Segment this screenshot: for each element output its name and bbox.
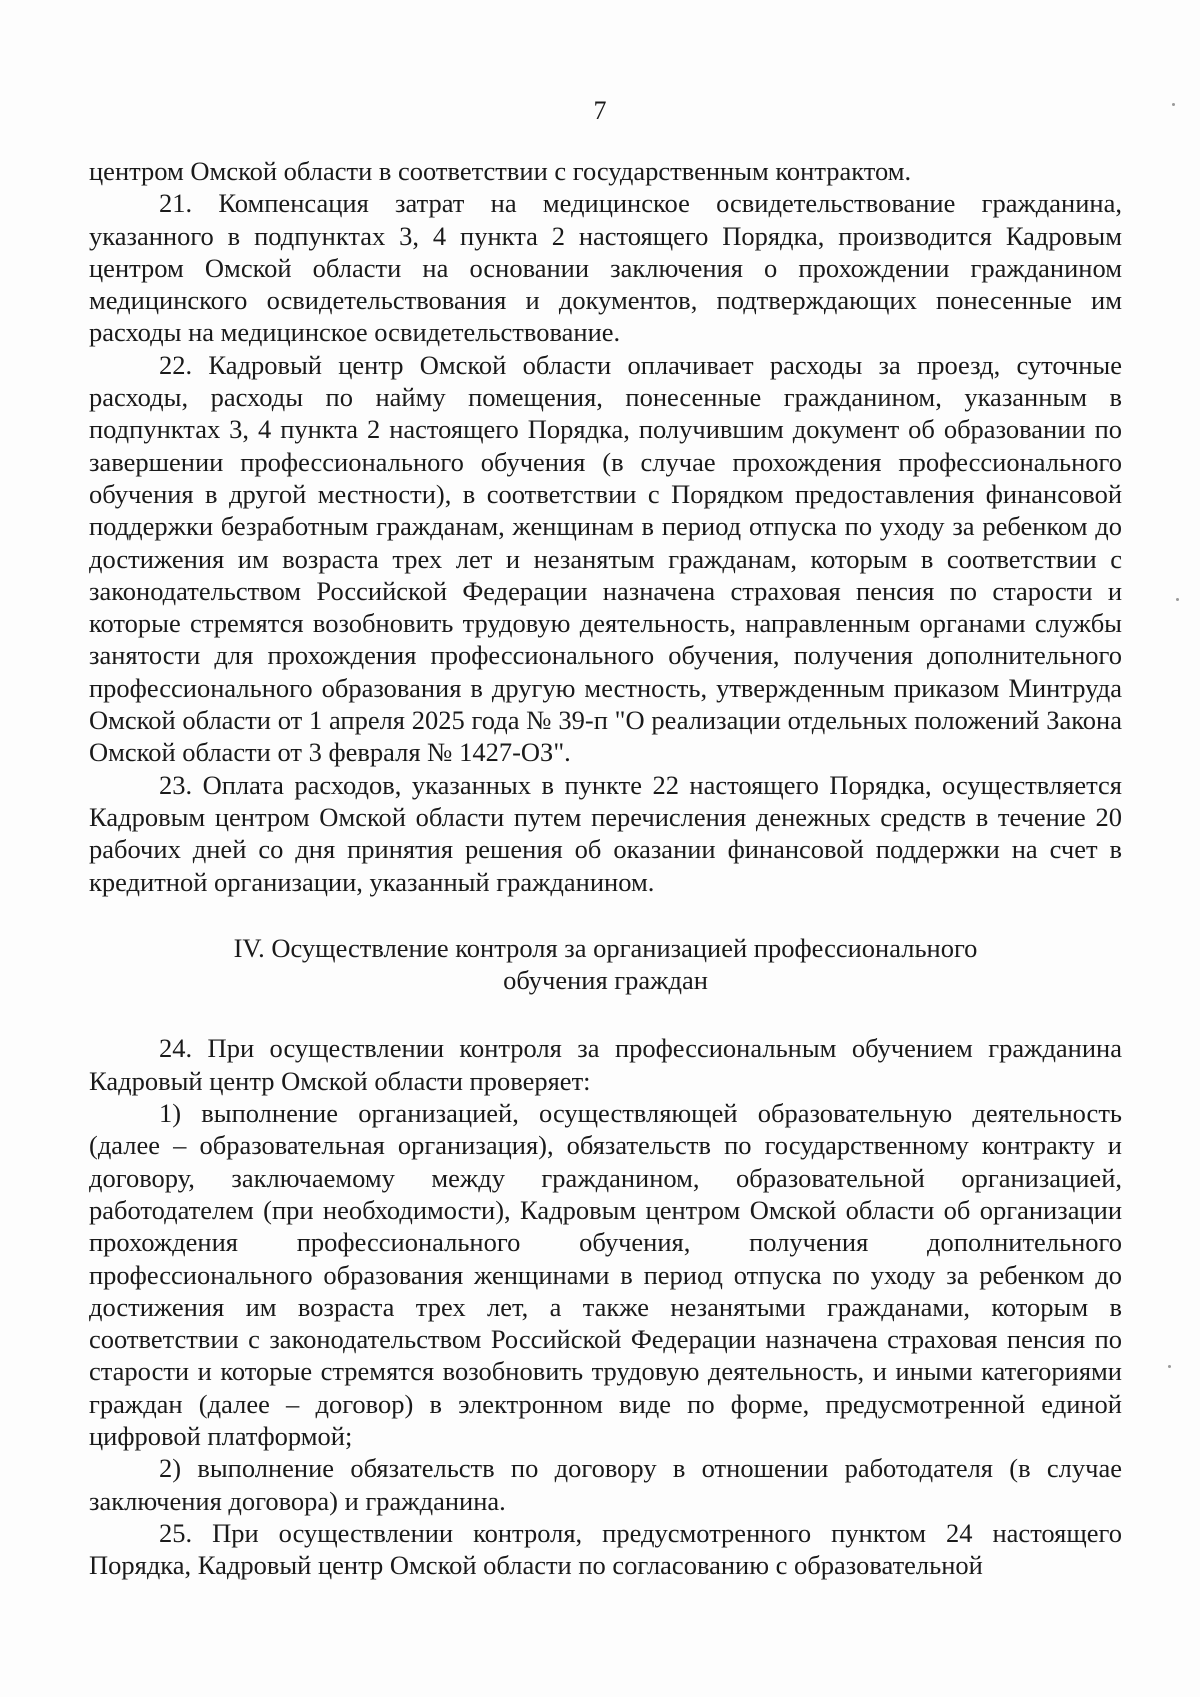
paragraph-25: 25. При осуществлении контроля, предусмотренного пунктом 24 настоящего Порядка, Кадровый центр Омской области по согласованию с образовательной <box>89 1517 1122 1581</box>
page-number: 7 <box>593 96 607 125</box>
document-body <box>89 155 1122 1581</box>
paragraph-24-item-2: 2) выполнение обязательств по договору в отношении работодателя (в случае заключения договора) и гражданина. <box>89 1453 1122 1516</box>
paragraphs-bottom <box>89 1032 1122 1581</box>
scan-speck <box>1168 1365 1171 1368</box>
paragraph-21: 21. Компенсация затрат на медицинское освидетельствование гражданина, указанного в подпунктах 3, 4 пункта 2 настоящего Порядка, производится Кадровым центром Омской области на основании заключения о прохождении гражданином медицинского освидетельствования и документов, подтверждающих понесенные им расходы на медицинское освидетельствование. <box>89 188 1122 348</box>
paragraphs-top <box>89 155 1122 898</box>
scan-speck <box>1176 598 1179 601</box>
paragraph-continuation: центром Омской области в соответствии с государственным контрактом. <box>89 156 912 186</box>
section-heading-line-1: IV. Осуществление контроля за организацией профессионального <box>233 932 978 963</box>
paragraph-24-item-1: 1) выполнение организацией, осуществляющей образовательную деятельность (далее – образовательная организация), обязательств по государственному контракту и договору, заключаемому между гражданином, образовательной организацией, работодателем (при необходимости), Кадровым центром Омской области об организации прохождения профессионального обучения, получения дополнительного профессионального образования женщинами в период отпуска по уходу за ребенком до достижения им возраста трех лет, а также незанятыми гражданами, которым в соответствии с законодательством Российской Федерации назначена страховая пенсия по старости и которые стремятся возобновить трудовую деятельность, и иными категориями граждан (далее – договор) в электронном виде по форме, предусмотренной единой цифровой платформой; <box>89 1098 1122 1451</box>
scan-speck <box>1172 103 1175 106</box>
paragraph-23: 23. Оплата расходов, указанных в пункте 22 настоящего Порядка, осуществляется Кадровым центром Омской области путем перечисления денежных средств в течение 20 рабочих дней со дня принятия решения об оказании финансовой поддержки на счет в кредитной организации, указанный гражданином. <box>89 769 1122 897</box>
paragraph-22: 22. Кадровый центр Омской области оплачивает расходы за проезд, суточные расходы, расходы по найму помещения, понесенные гражданином, указанным в подпунктах 3, 4 пункта 2 настоящего Порядка, получившим документ об образовании по завершении профессионального обучения (в случае прохождения профессионального обучения в другой местности), в соответствии с Порядком предоставления финансовой поддержки безработным гражданам, женщинам в период отпуска по уходу за ребенком до достижения им возраста трех лет и незанятым гражданам, которым в соответствии с законодательством Российской Федерации назначена страховая пенсия по старости и которые стремятся возобновить трудовую деятельность, направленным органами службы занятости для прохождения профессионального обучения, получения дополнительного профессионального образования в другую местность, утвержденным приказом Минтруда Омской области от 1 апреля 2025 года № 39-п "О реализации отдельных положений Закона Омской области от 3 февраля № 1427-ОЗ". <box>89 349 1122 768</box>
section-heading-line-2: обучения граждан <box>503 965 708 996</box>
paragraph-24: 24. При осуществлении контроля за профессиональным обучением гражданина Кадровый центр Омской области проверяет: <box>89 1033 1122 1096</box>
section-heading <box>89 932 1122 997</box>
